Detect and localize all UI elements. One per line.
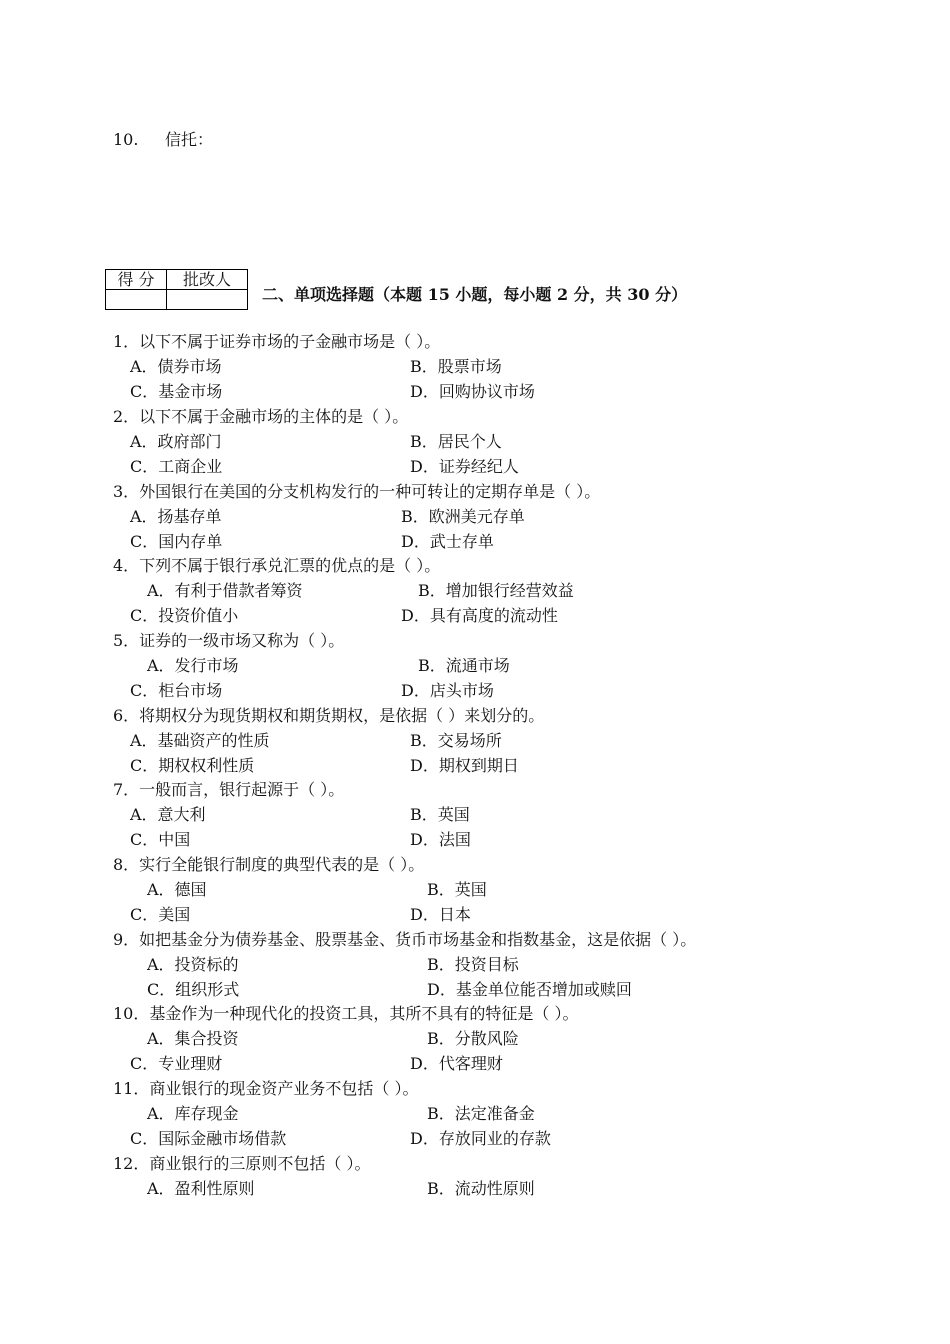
score-box — [105, 269, 248, 310]
question-1-stem: 1．以下不属于证券市场的子金融市场是（ ）。 — [113, 332, 441, 351]
grader-cell — [167, 290, 248, 310]
question-7-option-a: A．意大利 — [130, 805, 206, 824]
question-2-stem: 2．以下不属于金融市场的主体的是（ ）。 — [113, 407, 409, 426]
question-8-option-a: A．德国 — [147, 880, 207, 899]
score-header: 得 分 — [106, 270, 167, 290]
grader-header: 批改人 — [167, 270, 248, 290]
question-12-option-a: A．盈利性原则 — [147, 1179, 255, 1198]
question-5-option-c: C．柜台市场 — [130, 681, 223, 700]
question-1-option-b: B．股票市场 — [410, 357, 502, 376]
question-11-option-a: A．库存现金 — [147, 1104, 239, 1123]
previous-question-10 — [113, 127, 213, 150]
question-1-option-d: D．回购协议市场 — [410, 382, 535, 401]
question-9-option-a: A．投资标的 — [147, 955, 239, 974]
question-6-option-a: A．基础资产的性质 — [130, 731, 270, 750]
question-6-option-d: D．期权到期日 — [410, 756, 519, 775]
question-3-option-a: A．扬基存单 — [130, 507, 222, 526]
question-5-option-a: A．发行市场 — [147, 656, 239, 675]
question-3-option-d: D．武士存单 — [401, 532, 494, 551]
question-9-option-d: D．基金单位能否增加或赎回 — [427, 980, 632, 999]
question-11-option-d: D．存放同业的存款 — [410, 1129, 551, 1148]
question-2-option-b: B．居民个人 — [410, 432, 502, 451]
question-9-stem: 9．如把基金分为债券基金、股票基金、货币市场基金和指数基金，这是依据（ ）。 — [113, 930, 697, 949]
question-10-option-b: B．分散风险 — [427, 1029, 519, 1048]
question-5-option-b: B．流通市场 — [418, 656, 510, 675]
question-7-stem: 7．一般而言，银行起源于（ ）。 — [113, 780, 345, 799]
question-2-option-c: C．工商企业 — [130, 457, 223, 476]
question-4-option-d: D．具有高度的流动性 — [401, 606, 558, 625]
question-8-option-d: D．日本 — [410, 905, 471, 924]
question-12-option-b: B．流动性原则 — [427, 1179, 535, 1198]
question-10-option-a: A．集合投资 — [147, 1029, 239, 1048]
question-8-option-b: B．英国 — [427, 880, 487, 899]
score-cell — [106, 290, 167, 310]
question-6-option-b: B．交易场所 — [410, 731, 502, 750]
question-2-option-d: D．证券经纪人 — [410, 457, 519, 476]
question-4-option-a: A．有利于借款者筹资 — [147, 581, 303, 600]
question-7-option-c: C．中国 — [130, 830, 191, 849]
question-6-stem: 6．将期权分为现货期权和期货期权，是依据（ ）来划分的。 — [113, 706, 545, 725]
question-4-stem: 4．下列不属于银行承兑汇票的优点的是（ ）。 — [113, 556, 441, 575]
question-10-option-d: D．代客理财 — [410, 1054, 503, 1073]
question-1-option-c: C．基金市场 — [130, 382, 223, 401]
section-title: 二、单项选择题（本题 15 小题，每小题 2 分，共 30 分） — [262, 285, 688, 304]
question-4-option-b: B．增加银行经营效益 — [418, 581, 574, 600]
question-12-stem: 12．商业银行的三原则不包括（ ）。 — [113, 1154, 371, 1173]
question-6-option-c: C．期权权利性质 — [130, 756, 255, 775]
question-11-option-b: B．法定准备金 — [427, 1104, 535, 1123]
question-10-stem: 10．基金作为一种现代化的投资工具，其所不具有的特征是（ ）。 — [113, 1004, 579, 1023]
question-7-option-d: D．法国 — [410, 830, 471, 849]
question-5-stem: 5．证券的一级市场又称为（ ）。 — [113, 631, 345, 650]
question-1-option-a: A．债券市场 — [130, 357, 222, 376]
question-9-option-c: C．组织形式 — [147, 980, 240, 999]
question-4-option-c: C．投资价值小 — [130, 606, 239, 625]
question-8-stem: 8．实行全能银行制度的典型代表的是（ ）。 — [113, 855, 425, 874]
question-5-option-d: D．店头市场 — [401, 681, 494, 700]
question-3-option-b: B．欧洲美元存单 — [401, 507, 525, 526]
question-number: 10. — [113, 130, 139, 149]
question-2-option-a: A．政府部门 — [130, 432, 222, 451]
question-text: 信托： — [165, 130, 214, 149]
question-8-option-c: C．美国 — [130, 905, 191, 924]
question-7-option-b: B．英国 — [410, 805, 470, 824]
question-3-stem: 3．外国银行在美国的分支机构发行的一种可转让的定期存单是（ ）。 — [113, 482, 601, 501]
question-11-stem: 11．商业银行的现金资产业务不包括（ ）。 — [113, 1079, 419, 1098]
question-3-option-c: C．国内存单 — [130, 532, 223, 551]
question-10-option-c: C．专业理财 — [130, 1054, 223, 1073]
question-9-option-b: B．投资目标 — [427, 955, 519, 974]
question-11-option-c: C．国际金融市场借款 — [130, 1129, 287, 1148]
